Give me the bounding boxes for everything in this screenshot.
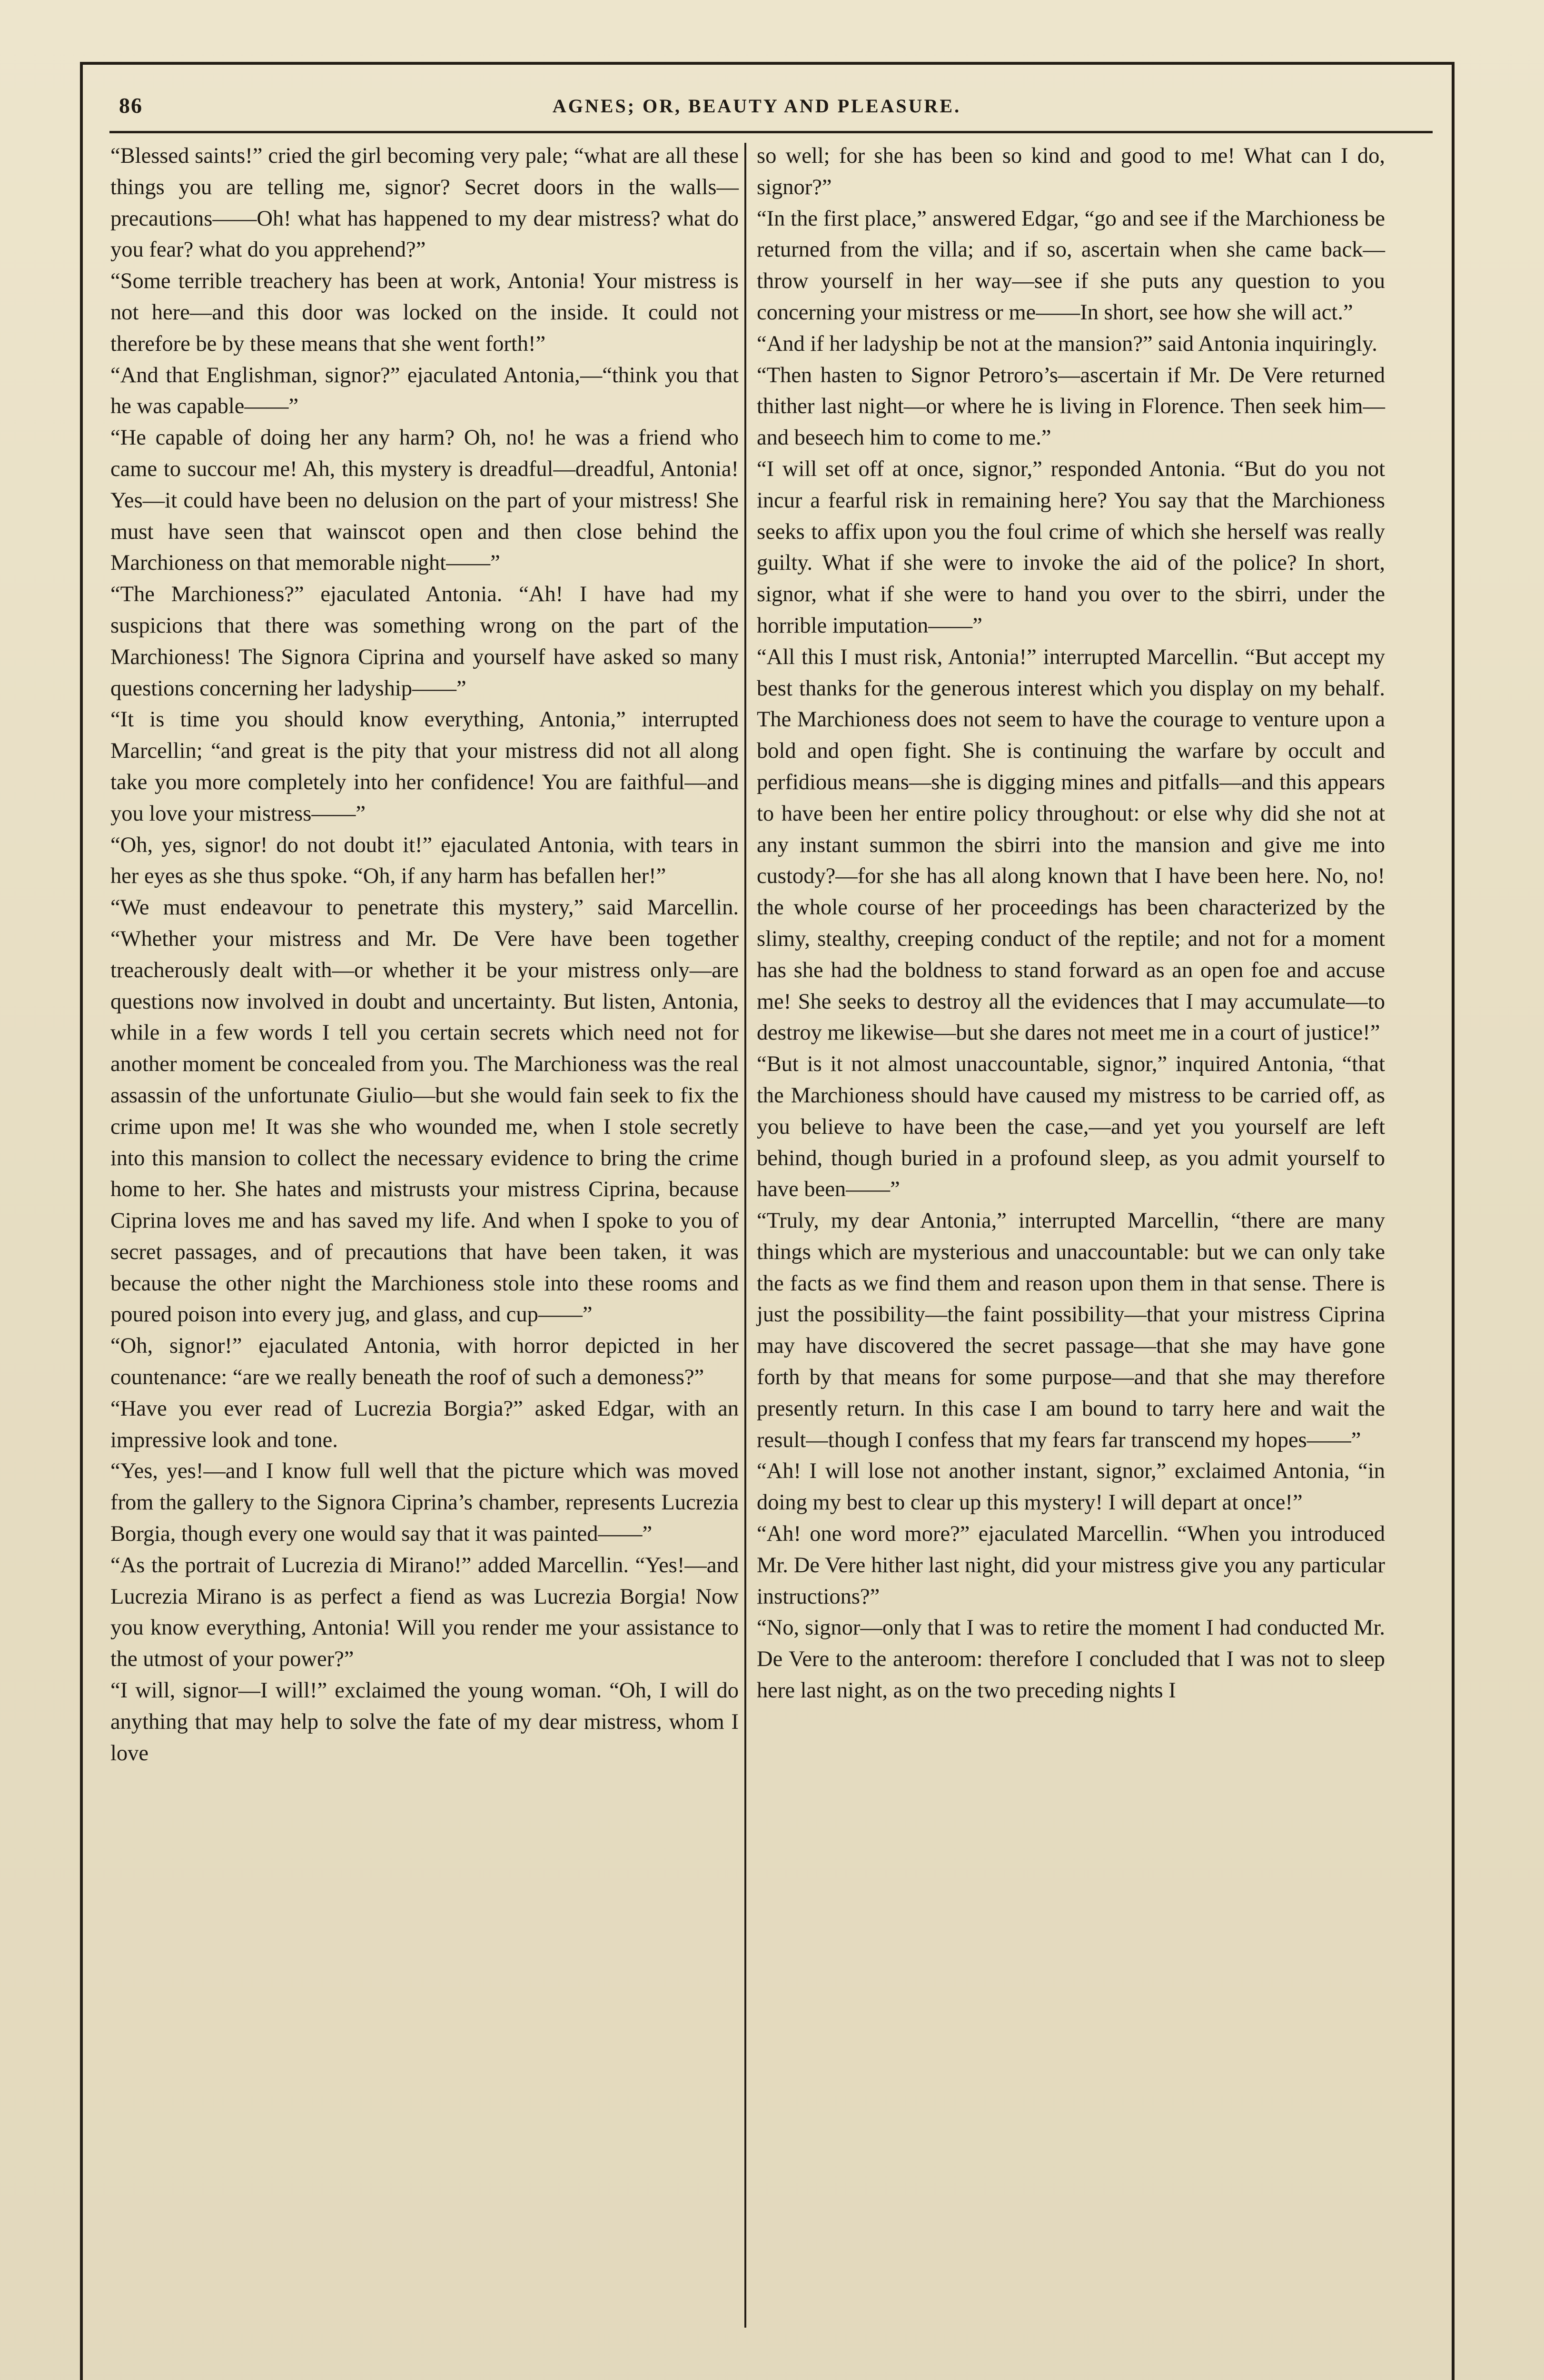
header-rule: [109, 131, 1433, 133]
paragraph: “Ah! I will lose not another instant, signor,” exclaimed Antonia, “in doing my best to clear up this mystery! I will depart at once!”: [757, 1459, 1385, 1515]
paragraph: “I will, signor—I will!” exclaimed the young woman. “Oh, I will do anything that may help to solve the fate of my dear mistress, whom I love: [110, 1678, 739, 1765]
paragraph: “It is time you should know everything, Antonia,” interrupted Marcellin; “and great is the pity that your mistress did not all along take you more completely into her confidence! You are faithful—and you love your mistress——”: [110, 707, 739, 826]
paragraph: “Blessed saints!” cried the girl becoming very pale; “what are all these things you are telling me, signor? Secret doors in the walls—precautions——Oh! what has happened to my dear mistress? what do you fear? what do you apprehend?”: [110, 144, 739, 262]
paragraph: “The Marchioness?” ejaculated Antonia. “Ah! I have had my suspicions that there was something wrong on the part of the Marchioness! The Signora Ciprina and yourself have asked so many questions concerning her ladyship——”: [110, 582, 739, 701]
right-column: [757, 140, 1385, 1706]
left-column: [110, 140, 739, 1769]
paragraph: “All this I must risk, Antonia!” interrupted Marcellin. “But accept my best thanks for the generous interest which you display on my behalf. The Marchioness does not seem to have the courage to venture upon a bold and open fight. She is continuing the warfare by occult and perfidious means—she is digging mines and pitfalls—and this appears to have been her entire policy throughout: or else why did she not at any instant summon the sbirri into the mansion and give me into custody?—for she has all along known that I have been here. No, no! the whole course of her proceedings has been characterized by the slimy, stealthy, creeping conduct of the reptile; and not for a moment has she had the boldness to stand forward as an open foe and accuse me! She seeks to destroy all the evidences that I may accumulate—to destroy me likewise—but she dares not meet me in a court of justice!”: [757, 645, 1385, 1045]
paragraph: “Truly, my dear Antonia,” interrupted Marcellin, “there are many things which are mysterious and unaccountable: but we can only take the facts as we find them and reason upon them in that sense. There is just the possibility—the faint possibility—that your mistress Ciprina may have discovered the secret passage—that she may have gone forth by that means for some purpose—and that she may therefore presently return. In this case I am bound to tarry here and wait the result—though I confess that my fears far transcend my hopes——”: [757, 1209, 1385, 1452]
page-number: 86: [119, 93, 143, 118]
paragraph: “Yes, yes!—and I know full well that the picture which was moved from the gallery to the Signora Ciprina’s chamber, represents Lucrezia Borgia, though every one would say that it was painted——”: [110, 1459, 739, 1547]
paragraph: “I will set off at once, signor,” responded Antonia. “But do you not incur a fearful risk in remaining here? You say that the Marchioness seeks to affix upon you the foul crime of which she herself was really guilty. What if she were to invoke the aid of the police? In short, signor, what if she were to hand you over to the sbirri, under the horrible imputation——”: [757, 456, 1385, 638]
paragraph: “And if her ladyship be not at the mansion?” said Antonia inquiringly.: [757, 331, 1377, 356]
paragraph: “As the portrait of Lucrezia di Mirano!” added Marcellin. “Yes!—and Lucrezia Mirano is as perfect a fiend as was Lucrezia Borgia! Now you know everything, Antonia! Will you render me your assistance to the utmost of your power?”: [110, 1553, 739, 1672]
paragraph: “Oh, yes, signor! do not doubt it!” ejaculated Antonia, with tears in her eyes as she thus spoke. “Oh, if any harm has befallen her!”: [110, 833, 739, 889]
running-title: AGNES; OR, BEAUTY AND PLEASURE.: [552, 95, 961, 117]
paragraph: “Some terrible treachery has been at work, Antonia! Your mistress is not here—and this door was locked on the inside. It could not therefore be by these means that she went forth!”: [110, 269, 739, 356]
paragraph: “But is it not almost unaccountable, signor,” inquired Antonia, “that the Marchioness should have caused my mistress to be carried off, as you believe to have been the case,—and yet you yourself are left behind, though buried in a profound sleep, as you admit yourself to have been——”: [757, 1052, 1385, 1202]
paragraph: “Oh, signor!” ejaculated Antonia, with horror depicted in her countenance: “are we really beneath the roof of such a demoness?”: [110, 1334, 739, 1390]
page-header: [119, 93, 1395, 126]
paragraph: “He capable of doing her any harm? Oh, no! he was a friend who came to succour me! Ah, this mystery is dreadful—dreadful, Antonia! Yes—it could have been no delusion on the part of your mistress! She must have seen that wainscot open and then close behind the Marchioness on that memorable night——”: [110, 426, 739, 575]
paragraph: “Have you ever read of Lucrezia Borgia?” asked Edgar, with an impressive look and tone.: [110, 1396, 739, 1452]
paragraph: so well; for she has been so kind and good to me! What can I do, signor?”: [757, 144, 1385, 199]
paragraph: “Then hasten to Signor Petroro’s—ascertain if Mr. De Vere returned thither last night—or where he is living in Florence. Then seek him—and beseech him to come to me.”: [757, 363, 1385, 450]
paragraph: “And that Englishman, signor?” ejaculated Antonia,—“think you that he was capable——”: [110, 363, 739, 419]
paragraph: “Ah! one word more?” ejaculated Marcellin. “When you introduced Mr. De Vere hither last night, did your mistress give you any particular instructions?”: [757, 1522, 1385, 1609]
column-divider: [744, 143, 746, 2328]
paragraph: “No, signor—only that I was to retire the moment I had conducted Mr. De Vere to the anteroom: therefore I concluded that I was not to sleep here last night, as on the two preceding nights I: [757, 1616, 1385, 1703]
paragraph: “In the first place,” answered Edgar, “go and see if the Marchioness be returned from the villa; and if so, ascertain when she came back—throw yourself in her way—see if she puts any question to you concerning your mistress or me——In short, see how she will act.”: [757, 206, 1385, 325]
paragraph: “We must endeavour to penetrate this mystery,” said Marcellin. “Whether your mistress and Mr. De Vere have been together treacherously dealt with—or whether it be your mistress only—are questions now involved in doubt and uncertainty. But listen, Antonia, while in a few words I tell you certain secrets which need not for another moment be concealed from you. The Marchioness was the real assassin of the unfortunate Giulio—but she would fain seek to fix the crime upon me! It was she who wounded me, when I stole secretly into this mansion to collect the necessary evidence to bring the crime home to her. She hates and mistrusts your mistress Ciprina, because Ciprina loves me and has saved my life. And when I spoke to you of secret passages, and of precautions that have been taken, it was because the other night the Marchioness stole into these rooms and poured poison into every jug, and glass, and cup——”: [110, 895, 739, 1327]
